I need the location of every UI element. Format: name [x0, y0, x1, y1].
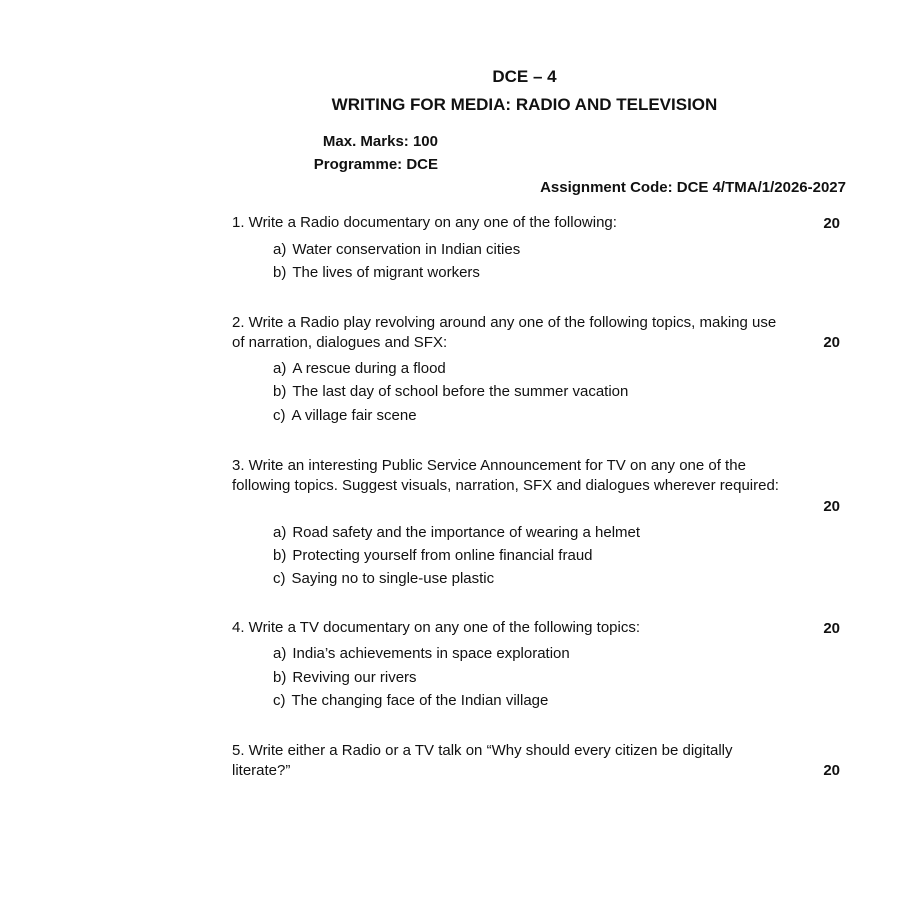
question-1-text: 1. Write a Radio documentary on any one of the following:: [232, 214, 617, 231]
question-2-option-c: [273, 407, 417, 424]
course-title: WRITING FOR MEDIA: RADIO AND TELEVISION: [331, 95, 718, 114]
option-letter: c): [273, 570, 286, 587]
option-text: A village fair scene: [291, 407, 417, 424]
option-text: The last day of school before the summer vacation: [292, 383, 629, 400]
question-4-text: 4. Write a TV documentary on any one of the following topics:: [232, 619, 641, 636]
option-text: Protecting yourself from online financial fraud: [292, 547, 593, 564]
question-2-option-b: [273, 383, 628, 400]
question-4-marks: 20: [823, 620, 840, 637]
option-text: Reviving our rivers: [292, 669, 417, 686]
question-4-option-b: [273, 669, 417, 686]
option-letter: b): [273, 547, 287, 564]
question-2-marks: 20: [823, 334, 840, 351]
question-5-marks: 20: [823, 762, 840, 779]
option-letter: b): [273, 264, 287, 281]
question-4-option-c: [273, 692, 548, 709]
question-3-option-c: [273, 570, 494, 587]
course-code: DCE – 4: [492, 67, 557, 86]
option-letter: a): [273, 645, 287, 662]
option-text: A rescue during a flood: [292, 360, 446, 377]
question-3-marks: 20: [823, 498, 840, 515]
option-text: The lives of migrant workers: [292, 264, 480, 281]
question-3-option-b: [273, 547, 593, 564]
option-letter: b): [273, 669, 287, 686]
option-letter: b): [273, 383, 287, 400]
option-letter: a): [273, 524, 287, 541]
option-text: Road safety and the importance of wearing a helmet: [292, 524, 641, 541]
option-text: India’s achievements in space exploration: [292, 645, 570, 662]
option-text: Saying no to single-use plastic: [291, 570, 495, 587]
question-3-text: 3. Write an interesting Public Service Announcement for TV on any one of the following topics. Suggest visuals, narration, SFX and dialogues wherever required:: [232, 457, 779, 494]
option-letter: a): [273, 360, 287, 377]
question-4-option-a: [273, 645, 570, 662]
question-1-option-a: [273, 241, 520, 258]
question-1-option-b: [273, 264, 480, 281]
assignment-code: Assignment Code: DCE 4/TMA/1/2026-2027: [540, 179, 846, 196]
programme: Programme: DCE: [313, 156, 438, 173]
question-5-text: 5. Write either a Radio or a TV talk on “Why should every citizen be digitally literate?”: [232, 742, 733, 779]
question-2-option-a: [273, 360, 446, 377]
option-letter: a): [273, 241, 287, 258]
option-letter: c): [273, 692, 286, 709]
question-2-text: 2. Write a Radio play revolving around any one of the following topics, making use of narration, dialogues and SFX:: [232, 314, 777, 351]
question-1-marks: 20: [823, 215, 840, 232]
max-marks: Max. Marks: 100: [322, 133, 438, 150]
option-text: The changing face of the Indian village: [291, 692, 549, 709]
option-text: Water conservation in Indian cities: [292, 241, 521, 258]
question-3-option-a: [273, 524, 640, 541]
option-letter: c): [273, 407, 286, 424]
